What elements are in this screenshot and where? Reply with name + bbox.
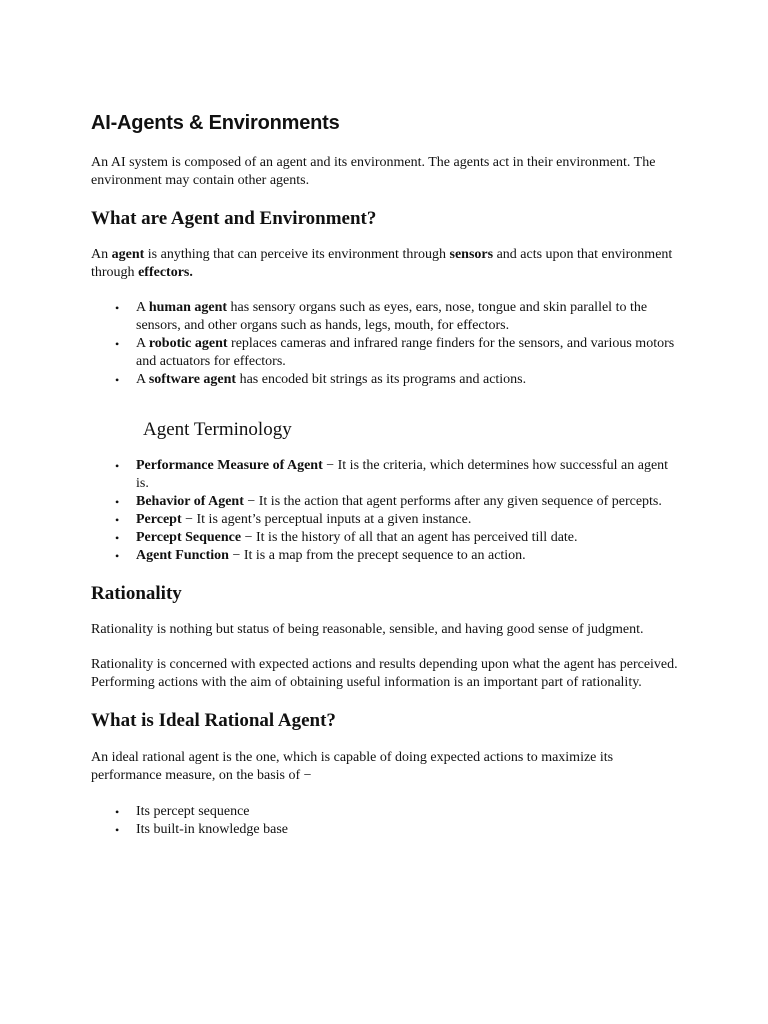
agent-def-bold-agent: agent (111, 247, 145, 262)
heading-agent-environment: What are Agent and Environment? (91, 208, 377, 229)
list-item-term: Percept Sequence (136, 530, 242, 545)
list-item-term: robotic agent (148, 336, 228, 351)
list-item-knowledge-base: • Its built-in knowledge base (136, 821, 681, 839)
terminology-list (91, 457, 681, 565)
list-item-percept (136, 511, 681, 529)
heading-rationality: Rationality (91, 583, 182, 604)
list-item-prefix: A (136, 336, 149, 351)
list-item-performance-measure (136, 457, 681, 493)
agent-def-bold-sensors: sensors (449, 247, 494, 262)
heading-agent-terminology: Agent Terminology (143, 419, 292, 440)
list-item-text: − It is a map from the precept sequence to an action. (228, 548, 526, 563)
agent-def-text-3: and acts upon that environment through (91, 247, 673, 280)
list-item-text: − It is the history of all that an agent has perceived till date. (241, 530, 578, 545)
agent-definition-paragraph (91, 246, 681, 282)
list-item-robotic-agent (136, 335, 681, 371)
document-title: AI-Agents & Environments (91, 112, 340, 134)
list-item-term: Performance Measure of Agent (136, 458, 323, 473)
list-item-term: human agent (148, 300, 228, 315)
agent-def-text-1: An (91, 247, 112, 262)
list-item-prefix: A (136, 300, 149, 315)
heading-ideal-rational-agent: What is Ideal Rational Agent? (91, 710, 336, 731)
list-item-agent-function (136, 547, 681, 565)
ideal-agent-basis-list (91, 803, 681, 839)
intro-paragraph: An AI system is composed of an agent and its environment. The agents act in their environment. The environment may contain other agents. (91, 155, 656, 188)
document-body (91, 108, 681, 839)
list-item-software-agent (136, 371, 681, 389)
list-item-text: − It is the criteria, which determines how successful an agent is. (136, 458, 669, 491)
list-item-text: has sensory organs such as eyes, ears, nose, tongue and skin parallel to the sensors, and other organs such as hands, legs, mouth, for effectors. (136, 300, 648, 333)
agent-types-list (91, 299, 681, 389)
list-item-text: replaces cameras and infrared range finders for the sensors, and various motors and actuators for effectors. (136, 336, 675, 369)
list-item-term: Agent Function (136, 548, 229, 563)
list-item-percept-sequence-basis: • Its percept sequence (136, 803, 681, 821)
list-item-text: − It is the action that agent performs after any given sequence of percepts. (243, 494, 662, 509)
agent-def-text-2: is anything that can perceive its environment through (144, 247, 450, 262)
list-item-prefix: A (136, 372, 149, 387)
list-item-term: Percept (136, 512, 182, 527)
rationality-paragraph-2: Rationality is concerned with expected actions and results depending upon what the agent has perceived. Performing actions with the aim of obtaining useful information is an important part of rationality. (91, 657, 678, 690)
agent-def-bold-effectors: effectors. (138, 265, 193, 280)
rationality-paragraph-1: Rationality is nothing but status of being reasonable, sensible, and having good sense of judgment. (91, 622, 644, 637)
list-item-text: − It is agent’s perceptual inputs at a given instance. (181, 512, 472, 527)
ideal-agent-paragraph: An ideal rational agent is the one, which is capable of doing expected actions to maximize its performance measure, on the basis of − (91, 750, 614, 783)
list-item-human-agent (136, 299, 681, 335)
list-item-percept-sequence (136, 529, 681, 547)
list-item-text: has encoded bit strings as its programs and actions. (236, 372, 527, 387)
list-item-behavior (136, 493, 681, 511)
list-item-term: software agent (148, 372, 237, 387)
list-item-term: Behavior of Agent (136, 494, 244, 509)
